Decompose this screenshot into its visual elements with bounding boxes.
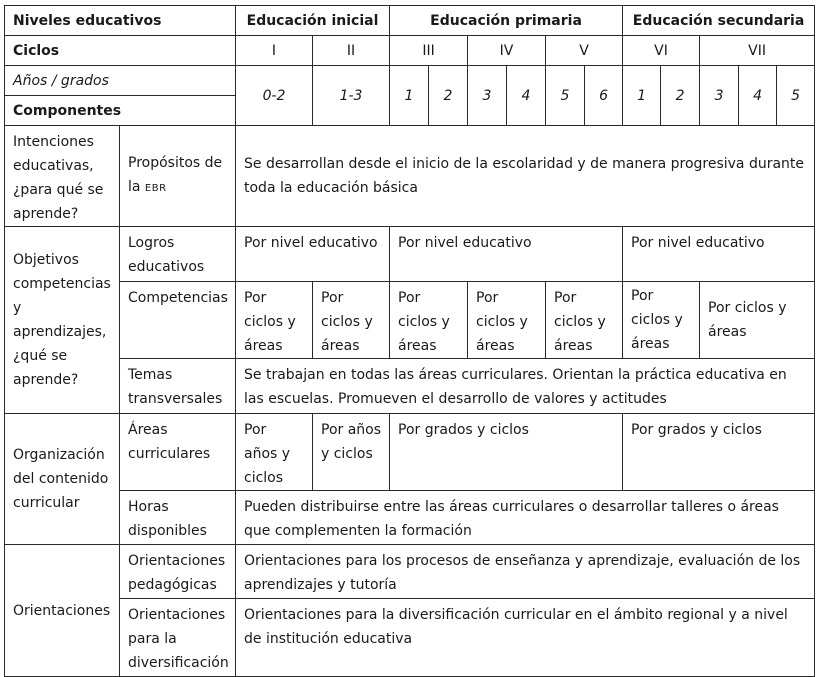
competencias-ciclo-i: Por ciclos y áreas — [236, 282, 313, 359]
ciclo-cell: V — [546, 36, 623, 66]
header-ciclos: Ciclos — [5, 36, 236, 66]
areas-ciclo-ii: Por años y ciclos — [313, 414, 390, 491]
header-niveles: Niveles educativos — [5, 6, 236, 36]
areas-label: Áreas curriculares — [120, 414, 236, 491]
grade-cell: 3 — [468, 66, 507, 126]
propositos-text: Se desarrollan desde el inicio de la escolaridad y de manera progresiva durante toda la educación básica — [236, 126, 815, 227]
competencias-ciclo-vii: Por ciclos y áreas — [700, 282, 815, 359]
grade-cell: 4 — [739, 66, 777, 126]
areas-primaria: Por grados y ciclos — [390, 414, 623, 491]
grade-cell: 1 — [623, 66, 661, 126]
ciclo-cell: VII — [700, 36, 815, 66]
age-cell: 1-3 — [313, 66, 390, 126]
grade-cell: 1 — [390, 66, 429, 126]
competencias-ciclo-v: Por ciclos y áreas — [546, 282, 623, 359]
pedagogicas-text: Orientaciones para los procesos de enseñanza y aprendizaje, evaluación de los aprendizajes y tutoría — [236, 545, 815, 599]
competencias-ciclo-ii: Por ciclos y áreas — [313, 282, 390, 359]
header-primaria: Educación primaria — [390, 6, 623, 36]
logros-label: Logros educativos — [120, 227, 236, 282]
row-label-orientaciones: Orientaciones — [5, 545, 120, 677]
diversificacion-text: Orientaciones para la diversificación curricular en el ámbito regional y a nivel de institución educativa — [236, 599, 815, 677]
logros-primaria: Por nivel educativo — [390, 227, 623, 282]
ebr-abbr: EBR — [144, 183, 167, 194]
age-cell: 0-2 — [236, 66, 313, 126]
logros-inicial: Por nivel educativo — [236, 227, 390, 282]
grade-cell: 2 — [429, 66, 468, 126]
header-secundaria: Educación secundaria — [623, 6, 815, 36]
propositos-label — [120, 126, 236, 227]
ciclo-cell: II — [313, 36, 390, 66]
temas-label: Temas transversales — [120, 359, 236, 414]
row-label-intenciones: Intenciones educativas, ¿para qué se aprende? — [5, 126, 120, 227]
competencias-ciclo-iii: Por ciclos y áreas — [390, 282, 468, 359]
ciclo-cell: I — [236, 36, 313, 66]
header-anos-grados: Años / grados — [5, 66, 236, 96]
grade-cell: 5 — [546, 66, 585, 126]
competencias-ciclo-iv: Por ciclos y áreas — [468, 282, 546, 359]
competencias-ciclo-vi: Por ciclos y áreas — [623, 282, 700, 359]
grade-cell: 4 — [507, 66, 546, 126]
horas-label: Horas disponibles — [120, 491, 236, 545]
areas-ciclo-i: Por años y ciclos — [236, 414, 313, 491]
row-label-organizacion: Organización del contenido curricular — [5, 414, 120, 545]
logros-secundaria: Por nivel educativo — [623, 227, 815, 282]
areas-secundaria: Por grados y ciclos — [623, 414, 815, 491]
temas-text: Se trabajan en todas las áreas curriculares. Orientan la práctica educativa en las escuelas. Promueven el desarrollo de valores y actitudes — [236, 359, 815, 414]
horas-text: Pueden distribuirse entre las áreas curriculares o desarrollar talleres o áreas que complementen la formación — [236, 491, 815, 545]
diversificacion-label: Orientaciones para la diversificación — [120, 599, 236, 677]
grade-cell: 3 — [700, 66, 739, 126]
ciclo-cell: III — [390, 36, 468, 66]
grade-cell: 5 — [777, 66, 815, 126]
grade-cell: 2 — [661, 66, 700, 126]
grade-cell: 6 — [585, 66, 623, 126]
pedagogicas-label: Orientaciones pedagógicas — [120, 545, 236, 599]
row-label-objetivos: Objetivos competencias y aprendizajes, ¿qué se aprende? — [5, 227, 120, 414]
header-componentes: Componentes — [5, 96, 236, 126]
ciclo-cell: IV — [468, 36, 546, 66]
competencias-label: Competencias — [120, 282, 236, 359]
curriculum-structure-table — [4, 5, 815, 677]
header-inicial: Educación inicial — [236, 6, 390, 36]
propositos-label-text: Propósitos de la — [128, 155, 223, 195]
ciclo-cell: VI — [623, 36, 700, 66]
